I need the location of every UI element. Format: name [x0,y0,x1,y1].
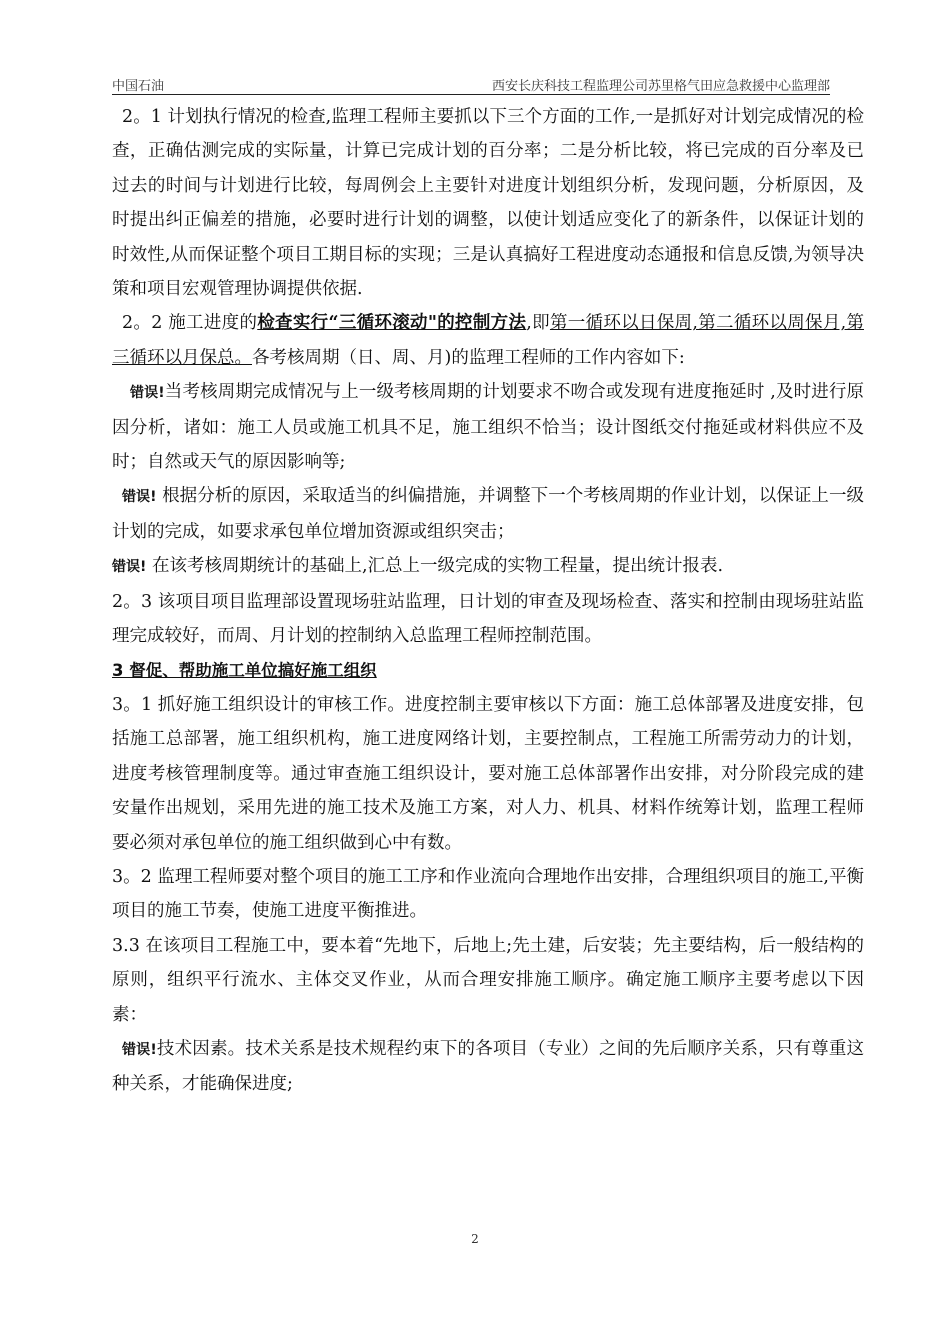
paragraph-2-2-sep: ,即 [526,313,550,334]
header-left: 中国石油 [112,79,165,94]
error-label: 错误! [130,385,165,402]
document-body [112,100,864,1102]
error-item-1 [112,375,864,479]
paragraph-2-2 [112,306,864,375]
paragraph-2-1: 2。1 计划执行情况的检查,监理工程师主要抓以下三个方面的工作,一是抓好对计划完成情况的检查，正确估测完成的实际量，计算已完成计划的百分率；二是分析比较，将已完成的百分率及已过去的时间与计划进行比较，每周例会上主要针对进度计划组织分析，发现问题，分析原因，及时提出纠正偏差的措施，必要时进行计划的调整，以使计划适应变化了的新条件，以保证计划的时效性,从而保证整个项目工期目标的实现；三是认真搞好工程进度动态通报和信息反馈,为领导决策和项目宏观管理协调提供依据. [112,107,864,300]
paragraph-2-2-cycles: 第一循环以日保周,第二循环以周保月,第三循环以月保总。 [112,313,864,368]
paragraph-2-3: 2。3 该项目项目监理部设置现场驻站监理，日计划的审查及现场检查、落实和控制由现场驻站监理完成较好，而周、月计划的控制纳入总监理工程师控制范围。 [112,591,864,647]
error-item-2 [112,479,864,549]
page-header [112,72,830,95]
section-3-heading [112,654,864,688]
paragraph-2-2-tail: 各考核周期（日、周、月)的监理工程师的工作内容如下: [252,347,685,368]
error-item-text: 技术因素。技术关系是技术规程约束下的各项目（专业）之间的先后顺序关系，只有尊重这种关系，才能确保进度; [112,1038,864,1095]
error-label: 错误! [122,1041,157,1058]
error-item-text: 根据分析的原因，采取适当的纠偏措施，并调整下一个考核周期的作业计划，以保证上一级计划的完成，如要求承包单位增加资源或组织突击； [112,486,864,542]
section-title: 3 督促、帮助施工单位搞好施工组织 [112,660,377,680]
error-item-text: 当考核周期完成情况与上一级考核周期的计划要求不吻合或发现有进度拖延时 ,及时进行原因分析，诸如：施工人员或施工机具不足，施工组织不恰当；设计图纸交付拖延或材料供应不及时；自然或天气的原因影响等; [112,382,865,473]
page-number: 2 [471,1232,479,1246]
paragraph-3-2: 3。2 监理工程师要对整个项目的施工工序和作业流向合理地作出安排，合理组织项目的施工,平衡项目的施工节奏，使施工进度平衡推进。 [112,866,864,922]
error-label: 错误! [122,489,157,506]
paragraph-2-2-method: 检查实行“三循环滚动"的控制方法 [257,313,527,334]
header-right: 西安长庆科技工程监理公司苏里格气田应急救援中心监理部 [491,79,830,94]
error-item-4 [112,1032,864,1102]
paragraph-2-2-lead: 2。2 施工进度的 [122,313,258,334]
paragraph-3-1: 3。1 抓好施工组织设计的审核工作。进度控制主要审核以下方面：施工总体部署及进度安排，包括施工总部署，施工组织机构，施工进度网络计划，主要控制点，工程施工所需劳动力的计划，进度考核管理制度等。通过审查施工组织设计，要对施工总体部署作出安排，对分阶段完成的建安量作出规划，采用先进的施工技术及施工方案，对人力、机具、材料作统筹计划，监理工程师要必须对承包单位的施工组织做到心中有数。 [112,694,864,853]
error-item-text: 在该考核周期统计的基础上,汇总上一级完成的实物工程量，提出统计报表. [146,556,724,577]
error-item-3 [112,549,864,584]
error-label: 错误! [112,559,147,576]
paragraph-3-3: 3.3 在该项目工程施工中，要本着“先地下，后地上;先土建，后安装；先主要结构，后一般结构的原则，组织平行流水、主体交叉作业，从而合理安排施工顺序。确定施工顺序主要考虑以下因素： [112,935,864,1025]
